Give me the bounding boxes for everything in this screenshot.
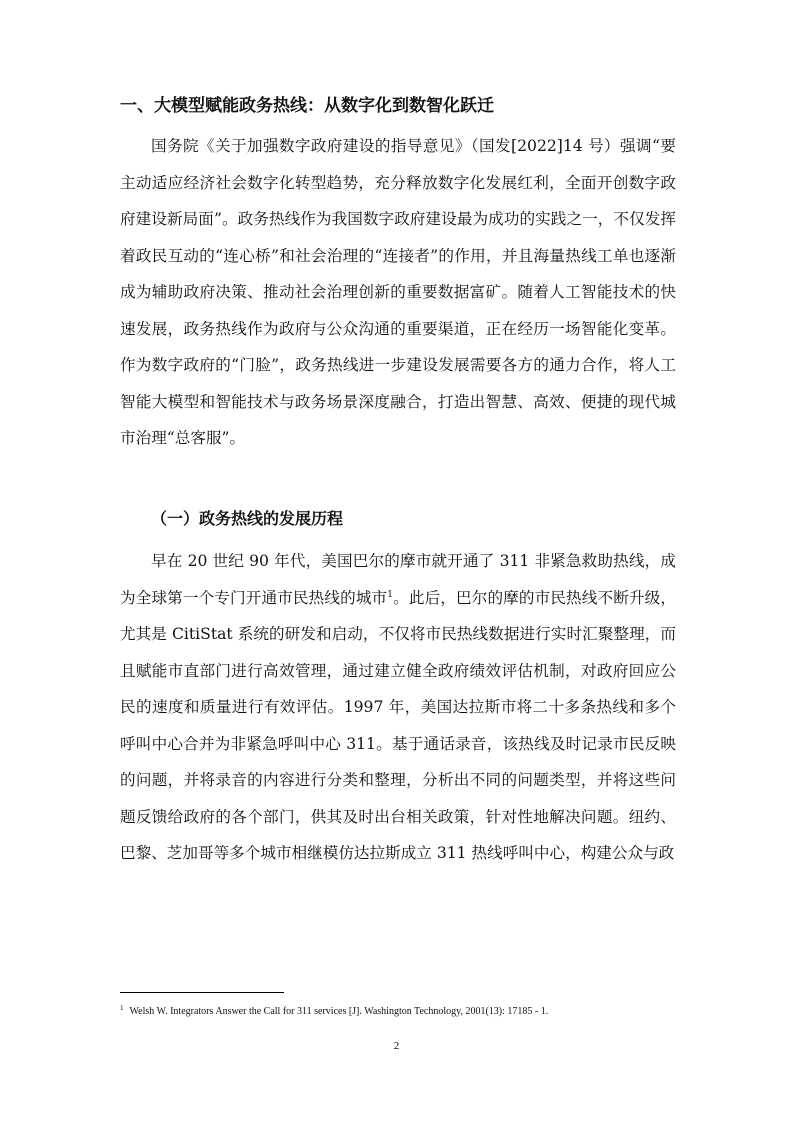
footnote-divider: [120, 992, 284, 993]
paragraph-history-part2: 。此后，巴尔的摩的市民热线不断升级，尤其是 CitiStat 系统的研发和启动，不仅将市民热线数据进行实时汇聚整理，而且赋能市直部门进行高效管理，通过建立健全政府绩效评估机制，对政府回应公民的速度和质量进行有效评估。1997 年，美国达拉斯市将二十多条热线和多个呼叫中心合并为非紧急呼叫中心 311。基于通话录音，该热线及时记录市民反映的问题，并将录音的内容进行分类和整理，分析出不同的问题类型，并将这些问题反馈给政府的各个部门，供其及时出台相关政策，针对性地解决问题。纽约、巴黎、芝加哥等多个城市相继模仿达拉斯成立 311 热线呼叫中心，构建公众与政: [120, 588, 676, 862]
section-heading: 一、大模型赋能政务热线：从数字化到数智化跃迁: [120, 96, 494, 116]
paragraph-history: [120, 543, 676, 872]
paragraph-intro: 国务院《关于加强数字政府建设的指导意见》（国发[2022]14 号）强调“要主动适应经济社会数字化转型趋势，充分释放数字化发展红利，全面开创数字政府建设新局面”。政务热线作为我国数字政府建设最为成功的实践之一，不仅发挥着政民互动的“连心桥”和社会治理的“连接者”的作用，并且海量热线工单也逐渐成为辅助政府决策、推动社会治理创新的重要数据富矿。随着人工智能技术的快速发展，政务热线作为政府与公众沟通的重要渠道，正在经历一场智能化变革。作为数字政府的“门脸”，政务热线进一步建设发展需要各方的通力合作，将人工智能大模型和智能技术与政务场景深度融合，打造出智慧、高效、便捷的现代城市治理“总客服”。: [120, 137, 676, 447]
footnote-marker: 1: [120, 1003, 124, 1012]
paragraph-history-part1: 早在 20 世纪 90 年代，美国巴尔的摩市就开通了 311 非紧急救助热线，成为全球第一个专门开通市民热线的城市: [120, 552, 676, 607]
footnote-reference[interactable]: 1: [387, 589, 393, 600]
page-number: 2: [393, 1040, 400, 1052]
subsection-heading: （一）政务热线的发展历程: [151, 509, 344, 528]
footnote-text: Welsh W. Integrators Answer the Call for 311 services [J]. Washington Technology, 2001(13): 17185 - 1.: [129, 1006, 549, 1017]
footnote: [120, 1004, 680, 1020]
